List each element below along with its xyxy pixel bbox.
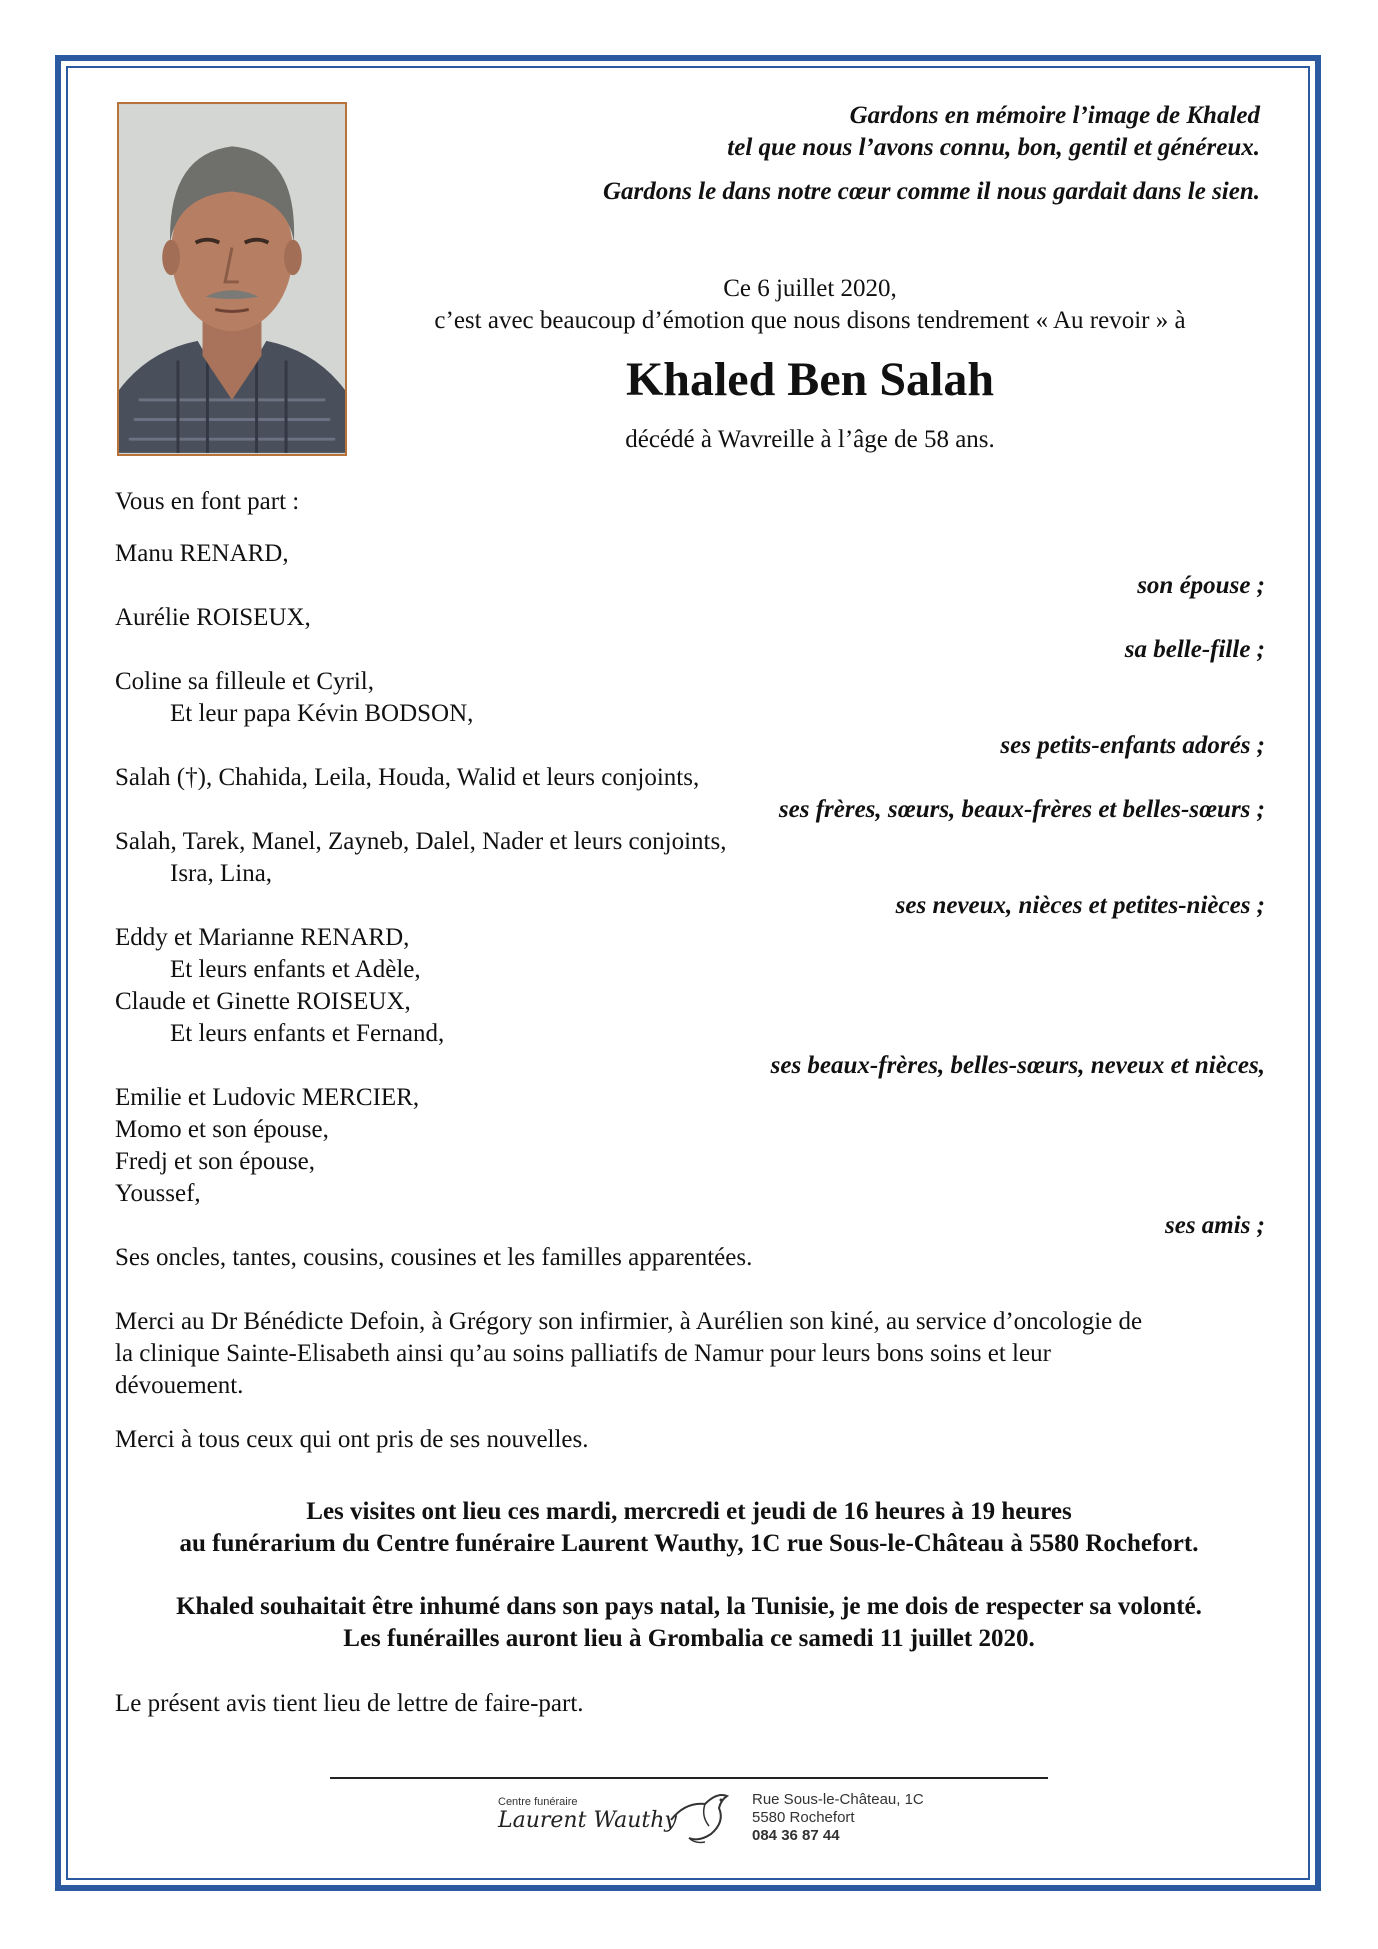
- family-line: Eddy et Marianne RENARD,: [115, 924, 410, 951]
- family-role: ses frères, sœurs, beaux-frères et belles-sœurs ;: [778, 796, 1265, 823]
- family-line: Claude et Ginette ROISEUX,: [115, 988, 411, 1015]
- burial-line-1: Khaled souhaitait être inhumé dans son pays natal, la Tunisie, je me dois de respecter sa volonté.: [176, 1593, 1202, 1620]
- visits-line-2: au funérarium du Centre funéraire Laurent Wauthy, 1C rue Sous-le-Château à 5580 Rochefort.: [179, 1530, 1199, 1557]
- family-group-nephews: [115, 826, 1265, 922]
- family-line: Emilie et Ludovic MERCIER,: [115, 1084, 420, 1111]
- family-line: Manu RENARD,: [115, 540, 289, 567]
- family-group-spouse: [115, 538, 1265, 602]
- burial-line-2: Les funérailles auront lieu à Grombalia ce samedi 11 juillet 2020.: [343, 1625, 1035, 1652]
- address-phone: 084 36 87 44: [752, 1827, 840, 1844]
- relatives-line: Ses oncles, tantes, cousins, cousines et les familles apparentées.: [115, 1244, 753, 1271]
- family-role: son épouse ;: [1137, 572, 1265, 599]
- family-line: Salah, Tarek, Manel, Zayneb, Dalel, Nader et leurs conjoints,: [115, 828, 727, 855]
- family-role: sa belle-fille ;: [1124, 636, 1265, 663]
- thanks-paragraph: [115, 1306, 1265, 1402]
- thanks-line: la clinique Sainte-Elisabeth ainsi qu’au soins palliatifs de Namur pour leurs bons soins et leur: [115, 1340, 1051, 1367]
- family-line: Coline sa filleule et Cyril,: [115, 668, 374, 695]
- announce-line: Vous en font part :: [115, 488, 300, 515]
- footer-rule: [330, 1777, 1048, 1779]
- family-line: Youssef,: [115, 1180, 201, 1207]
- family-line: Salah (†), Chahida, Leila, Houda, Walid et leurs conjoints,: [115, 764, 700, 791]
- thanks-line: dévouement.: [115, 1372, 244, 1399]
- address-street: Rue Sous-le-Château, 1C: [752, 1791, 924, 1808]
- portrait-photo: [117, 102, 347, 456]
- logo-caption: Centre funéraire: [498, 1796, 578, 1808]
- family-line: Fredj et son épouse,: [115, 1148, 315, 1175]
- family-group-friends: [115, 1082, 1265, 1242]
- quote-line-2: tel que nous l’avons connu, bon, gentil et généreux.: [727, 134, 1260, 161]
- footer-address: [752, 1791, 952, 1845]
- quote-line-1: Gardons en mémoire l’image de Khaled: [849, 102, 1260, 129]
- family-role: ses petits-enfants adorés ;: [1000, 732, 1265, 759]
- family-role: ses beaux-frères, belles-sœurs, neveux et nièces,: [770, 1052, 1265, 1079]
- notice-line: Le présent avis tient lieu de lettre de faire-part.: [115, 1690, 584, 1717]
- bird-logo-icon: [665, 1782, 735, 1846]
- logo-script: Laurent Wauthy: [498, 1808, 677, 1833]
- family-line: Et leurs enfants et Adèle,: [170, 956, 421, 983]
- quote-line-3: Gardons le dans notre cœur comme il nous gardait dans le sien.: [602, 178, 1260, 205]
- family-line: Aurélie ROISEUX,: [115, 604, 311, 631]
- family-role: ses neveux, nièces et petites-nièces ;: [895, 892, 1265, 919]
- family-group-siblings: [115, 762, 1265, 826]
- intro-date: Ce 6 juillet 2020,: [723, 275, 897, 302]
- family-line: Et leur papa Kévin BODSON,: [170, 700, 474, 727]
- intro-farewell: c’est avec beaucoup d’émotion que nous disons tendrement « Au revoir » à: [434, 307, 1186, 334]
- family-line: Isra, Lina,: [170, 860, 273, 887]
- thanks-line: Merci au Dr Bénédicte Defoin, à Grégory son infirmier, à Aurélien son kiné, au service d’oncologie de: [115, 1308, 1143, 1335]
- family-group-in-laws: [115, 922, 1265, 1082]
- family-group-grandchildren: [115, 666, 1265, 762]
- family-role: ses amis ;: [1165, 1212, 1265, 1239]
- thanks-news: Merci à tous ceux qui ont pris de ses nouvelles.: [115, 1426, 589, 1453]
- address-city: 5580 Rochefort: [752, 1809, 855, 1826]
- deceased-name: Khaled Ben Salah: [625, 353, 995, 406]
- deceased-details: décédé à Wavreille à l’âge de 58 ans.: [625, 426, 995, 453]
- family-line: Momo et son épouse,: [115, 1116, 329, 1143]
- family-group-stepdaughter: [115, 602, 1265, 666]
- visits-line-1: Les visites ont lieu ces mardi, mercredi et jeudi de 16 heures à 19 heures: [306, 1498, 1072, 1525]
- family-line: Et leurs enfants et Fernand,: [170, 1020, 445, 1047]
